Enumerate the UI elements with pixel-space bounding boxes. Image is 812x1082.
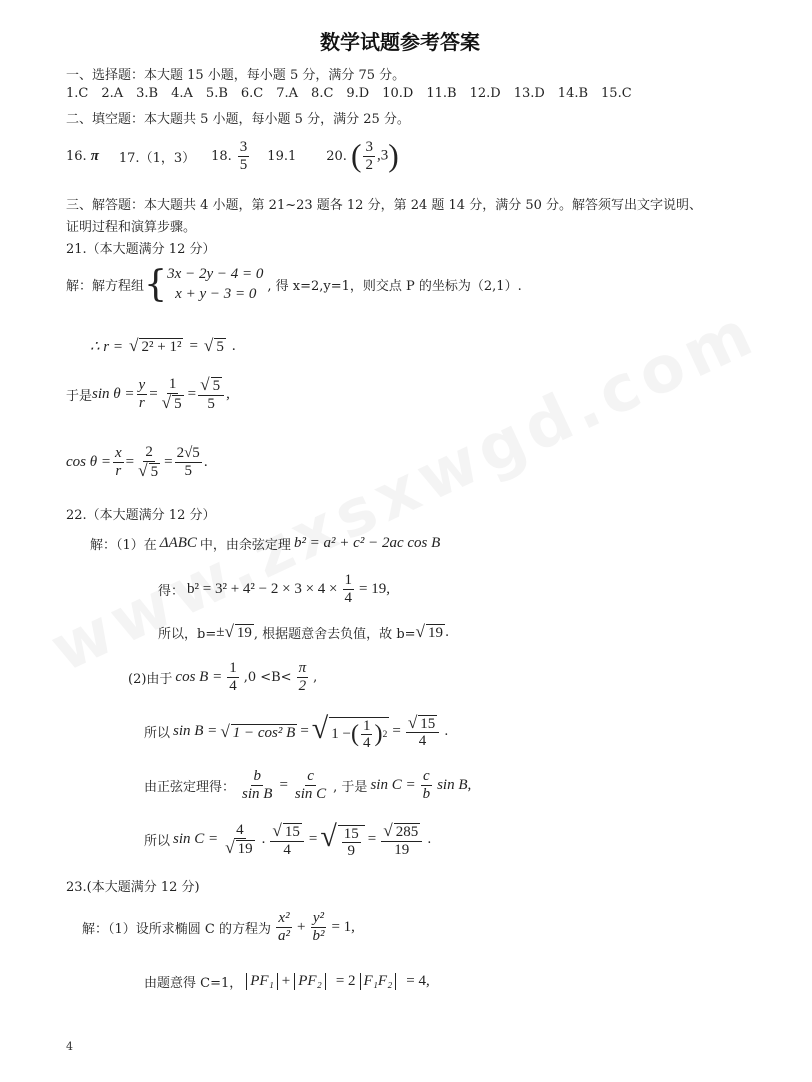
q21-sin-frac1 — [137, 377, 148, 411]
q22-sl-sinc: sin C = — [370, 776, 416, 793]
q22-get-label: 得： — [158, 583, 185, 599]
mc-answer: 1.C — [66, 86, 89, 101]
q21-sin-line: 于是 sin θ = $\frac{y}{r}$ = $\frac{1}{√ 5}$ = $\frac{√ 5}{5}$ , — [66, 375, 230, 412]
q21-cos-label: cos θ = — [66, 453, 111, 470]
q20-denominator: 2 — [365, 156, 373, 173]
q23-frac2 — [310, 910, 326, 944]
num: 4 — [236, 821, 244, 838]
mc-answer: 14.B — [557, 86, 589, 101]
q22-p2-prefix: (2)由于 — [128, 671, 173, 687]
q22-sinb-sqrt: √ 1 − cos² B — [220, 721, 296, 741]
q18-denominator: 5 — [239, 156, 248, 173]
q22-final-line: 所以 sin C = $\frac{4}{√ 19}$ . $\frac{√ 15}{4}$ = √ $\frac{15}{9}$ = $\frac{√ 285}{19}$ . — [144, 820, 432, 860]
den: 19 — [394, 841, 410, 858]
q20-label: 20. — [326, 148, 347, 164]
q21-sin-frac3 — [198, 376, 224, 412]
den: 5 — [184, 462, 192, 479]
brace: { — [144, 262, 168, 306]
mc-answer: 3.B — [136, 86, 159, 101]
q22-p2-tail: , — [313, 669, 318, 685]
num: 2 — [145, 444, 153, 460]
q22-conc-sqrt: √ 19 — [224, 622, 252, 641]
q21-solve-prefix: 解：解方程组 — [66, 278, 145, 294]
q20-tail: ,3 — [376, 147, 389, 164]
q21-cos-frac1 — [113, 445, 124, 479]
mc-answer: 6.C — [240, 86, 264, 101]
q22-sl-frac2 — [293, 768, 328, 802]
q23-p1-tail: = 1, — [331, 918, 355, 935]
num: c — [422, 768, 430, 784]
q23-ellipse-line: 解：（1）设所求椭圆 C 的方程为 $\frac{\text{x²}}{\text{a²}}$ + $\frac{\text{y²}}{\text{b²}}$ = 1, — [82, 910, 355, 944]
q18-label: 18. — [211, 148, 232, 164]
den-radicand: 19 — [237, 841, 253, 858]
q21-eq2: x + y − 3 = 0 — [175, 286, 257, 303]
mc-answer: 9.D — [346, 86, 370, 101]
q21-r-radicand: 2² + 1² — [141, 339, 182, 355]
mc-answer: 15.C — [601, 86, 632, 101]
q22-p2-range: ,0 <B< — [243, 669, 292, 685]
q21-cos-frac2 — [136, 444, 162, 480]
den: sin B — [242, 785, 273, 802]
q17-answer: 17.（1，3） — [118, 150, 196, 166]
q22-conc-sqrt2: √ 19 — [415, 622, 444, 641]
num: π — [298, 660, 307, 676]
num: √ 285 — [381, 822, 422, 842]
num: c — [307, 768, 314, 784]
q22-triangle: ΔABC — [159, 535, 197, 551]
q22-conc-end: . — [445, 624, 450, 640]
q21-r-prefix: ∴ r = — [90, 338, 124, 355]
num: 1 — [229, 660, 237, 676]
q22-conc-prefix: 所以，b= — [158, 626, 217, 642]
section2-heading: 二、填空题：本大题共 5 小题，每小题 5 分，满分 25 分。 — [66, 112, 410, 127]
q22-sinb-prefix: 所以 — [144, 726, 171, 742]
mc-answer: 12.D — [469, 86, 501, 101]
q22-calc-frac — [343, 572, 355, 606]
fill-answers — [66, 138, 399, 174]
eq2: = — [392, 723, 401, 740]
q22-conc-mid: , 根据题意舍去负值，故 b= — [253, 626, 416, 642]
num: y — [138, 377, 146, 394]
den-radicand: 5 — [150, 463, 159, 480]
den-radicand: 5 — [174, 395, 182, 412]
q22-final-result — [381, 822, 422, 858]
q23-end: = 4, — [406, 973, 430, 989]
q22-cosine-law: b² = a² + c² − 2ac cos B — [293, 535, 441, 551]
den: 4 — [362, 735, 371, 751]
q22-p2-pi-frac — [297, 660, 309, 694]
q22-final-sinc: sin C = — [173, 831, 219, 848]
q22-final-prefix: 所以 — [144, 834, 171, 850]
q22-p1-prefix: 解：（1）在 — [90, 538, 157, 553]
q21-cos-tail: . — [203, 453, 208, 470]
q21-result: , 得 x=2,y=1，则交点 P 的坐标为（2,1）. — [267, 278, 522, 294]
q16-answer: π — [90, 147, 99, 164]
radicand: 19 — [428, 625, 444, 641]
den: sin C — [294, 785, 327, 802]
q22-final-tail: . — [427, 832, 432, 848]
q19-answer: 19.1 — [267, 148, 297, 164]
q22-sl-frac1 — [240, 768, 274, 802]
q21-r-sqrt: √ 2² + 1² — [129, 336, 182, 355]
q22-calc-line — [158, 572, 390, 606]
page-title: 数学试题参考答案 — [320, 30, 480, 54]
q21-system-line — [66, 264, 522, 305]
q23-p1-prefix: 解：（1）设所求椭圆 C 的方程为 — [82, 921, 271, 937]
den: a² — [277, 927, 290, 944]
mc-answer: 10.D — [382, 86, 414, 101]
q22-calc-tail: = 19, — [359, 580, 390, 597]
q22-header: 22.（本大题满分 12 分） — [66, 508, 216, 523]
den: 2 — [298, 677, 307, 694]
q21-sin-prefix: 于是 — [66, 387, 93, 403]
den: r — [138, 394, 145, 411]
q21-r-value-radicand: 5 — [216, 339, 224, 355]
q23-line2-prefix: 由题意得 C=1， — [144, 976, 243, 991]
q21-r-value: √ 5 — [203, 336, 224, 355]
q18-fraction — [238, 139, 250, 173]
den: 4 — [344, 589, 353, 606]
q23-focus-line — [144, 972, 430, 991]
num-radicand: 15 — [284, 823, 300, 840]
q21-header: 21.（本大题满分 12 分） — [66, 242, 216, 257]
q22-part2-line — [128, 660, 317, 694]
den: b — [422, 785, 431, 802]
q20-answer — [351, 138, 399, 174]
q21-cos-line: cos θ = $\frac{x}{r}$ = $\frac{2}{√ 5}$ = $\frac{2√5}{5}$ . — [66, 444, 208, 480]
num: √ 15 — [270, 822, 303, 842]
q20-fraction — [363, 139, 375, 173]
q21-eq1: 3x − 2y − 4 = 0 — [167, 266, 264, 282]
q23-frac1 — [276, 910, 292, 944]
q22-sinb-sqrt2: √ 1 − ( $\frac{1}{4}$ ) 2 — [311, 712, 388, 751]
q21-cos-frac3 — [175, 445, 202, 479]
q21-sin-label: sin θ = — [92, 385, 135, 402]
q22-sl-mid: , 于是 — [333, 779, 368, 795]
q21-sin-tail: , — [226, 385, 230, 402]
left-paren: ( — [350, 138, 362, 173]
q23-plus: + — [281, 973, 291, 989]
den: 5 — [207, 395, 215, 412]
mc-answer: 2.A — [101, 86, 124, 101]
den: 4 — [283, 841, 291, 858]
num-radicand: 15 — [420, 715, 436, 732]
num: 1 — [344, 572, 353, 588]
q22-final-sqrt-frac: √ $\frac{15}{9}$ — [320, 820, 364, 860]
q22-sine-law-line: 由正弦定理得： $\frac{b}{\text{sin B}}$ = $\frac{c}{\text{sin C}}$ , 于是 sin C = $\frac{c}{b}$ sin B, — [144, 768, 472, 802]
right-paren: ) — [388, 138, 399, 173]
den: r — [115, 462, 122, 479]
page-number: 4 — [66, 1040, 73, 1053]
q23-header: 23.(本大题满分 12 分) — [66, 880, 200, 895]
mc-answer: 5.B — [205, 86, 228, 101]
q22-final-frac2 — [270, 822, 303, 858]
section3-heading-line2: 证明过程和演算步骤。 — [66, 220, 197, 235]
mc-answer: 7.A — [276, 86, 299, 101]
num: 15 — [343, 825, 359, 842]
den: 4 — [229, 677, 237, 694]
num: 1 — [168, 376, 177, 392]
q20-numerator: 3 — [365, 139, 373, 155]
tail: . — [444, 724, 449, 740]
q22-sinb-line — [144, 712, 448, 752]
q22-sl-prefix: 由正弦定理得： — [144, 779, 236, 795]
q21-r-eq: = — [189, 337, 198, 354]
q22-part1-line — [90, 534, 440, 553]
radicand: 19 — [236, 625, 252, 641]
mc-answer-list — [66, 86, 645, 101]
q22-calc: b² = 3² + 4² − 2 × 3 × 4 × — [187, 580, 338, 597]
section1-heading: 一、选择题：本大题 15 小题，每小题 5 分，满分 75 分。 — [66, 68, 406, 83]
mc-answer: 4.A — [171, 86, 193, 101]
q23-abs-pf1: PF₁ — [246, 973, 278, 990]
den: √ 5 — [161, 392, 182, 412]
num: √ 5 — [198, 376, 224, 396]
den: √ 19 — [225, 838, 253, 858]
q22-p2-cos: cos B = — [175, 668, 223, 685]
q16-label: 16. — [66, 148, 87, 164]
radicand: 1 − cos² B — [232, 724, 296, 741]
q22-sl-tail: sin B, — [437, 776, 472, 793]
q22-conclusion-line — [158, 622, 449, 642]
q22-sinb-result — [406, 714, 439, 750]
mc-answer: 8.C — [311, 86, 334, 101]
den: 4 — [418, 733, 427, 750]
num: b — [253, 768, 261, 784]
q23-eq: = 2 — [335, 973, 356, 989]
num: 1 — [362, 717, 371, 734]
q22-conc-pm: ± — [216, 623, 225, 640]
mc-answer: 11.B — [426, 86, 457, 101]
num-radicand: 285 — [395, 823, 419, 840]
q22-p2-frac — [227, 660, 239, 694]
num: 2√5 — [176, 445, 200, 462]
den: √ 5 — [138, 460, 159, 480]
num: x — [115, 445, 122, 462]
num: x² — [278, 910, 290, 926]
q22-final-frac1 — [223, 822, 256, 858]
eq: = — [300, 723, 309, 740]
num: y² — [312, 910, 325, 926]
num: √ 15 — [406, 714, 439, 734]
q18-numerator: 3 — [239, 139, 248, 155]
num-radicand: 5 — [212, 378, 221, 394]
q22-sl-frac3 — [421, 768, 433, 802]
q23-abs-pf2: PF₂ — [294, 973, 326, 990]
q21-r-line: ∴ r = √ 2² + 1² = √ 5 . — [90, 336, 236, 355]
q22-p1-mid: 中，由余弦定理 — [199, 538, 291, 553]
q22-sinb-label: sin B = — [173, 723, 218, 740]
q21-sin-frac2 — [160, 376, 186, 412]
mc-answer: 13.D — [513, 86, 545, 101]
section3-heading-line1: 三、解答题：本大题共 4 小题，第 21~23 题各 12 分，第 24 题 14 分，满分 50 分。解答须写出文字说明、 — [66, 198, 703, 213]
den: 9 — [347, 843, 356, 860]
q23-abs-f1f2: F₁F₂ — [360, 973, 397, 990]
q21-equation-system — [167, 264, 263, 305]
den: b² — [312, 927, 325, 944]
